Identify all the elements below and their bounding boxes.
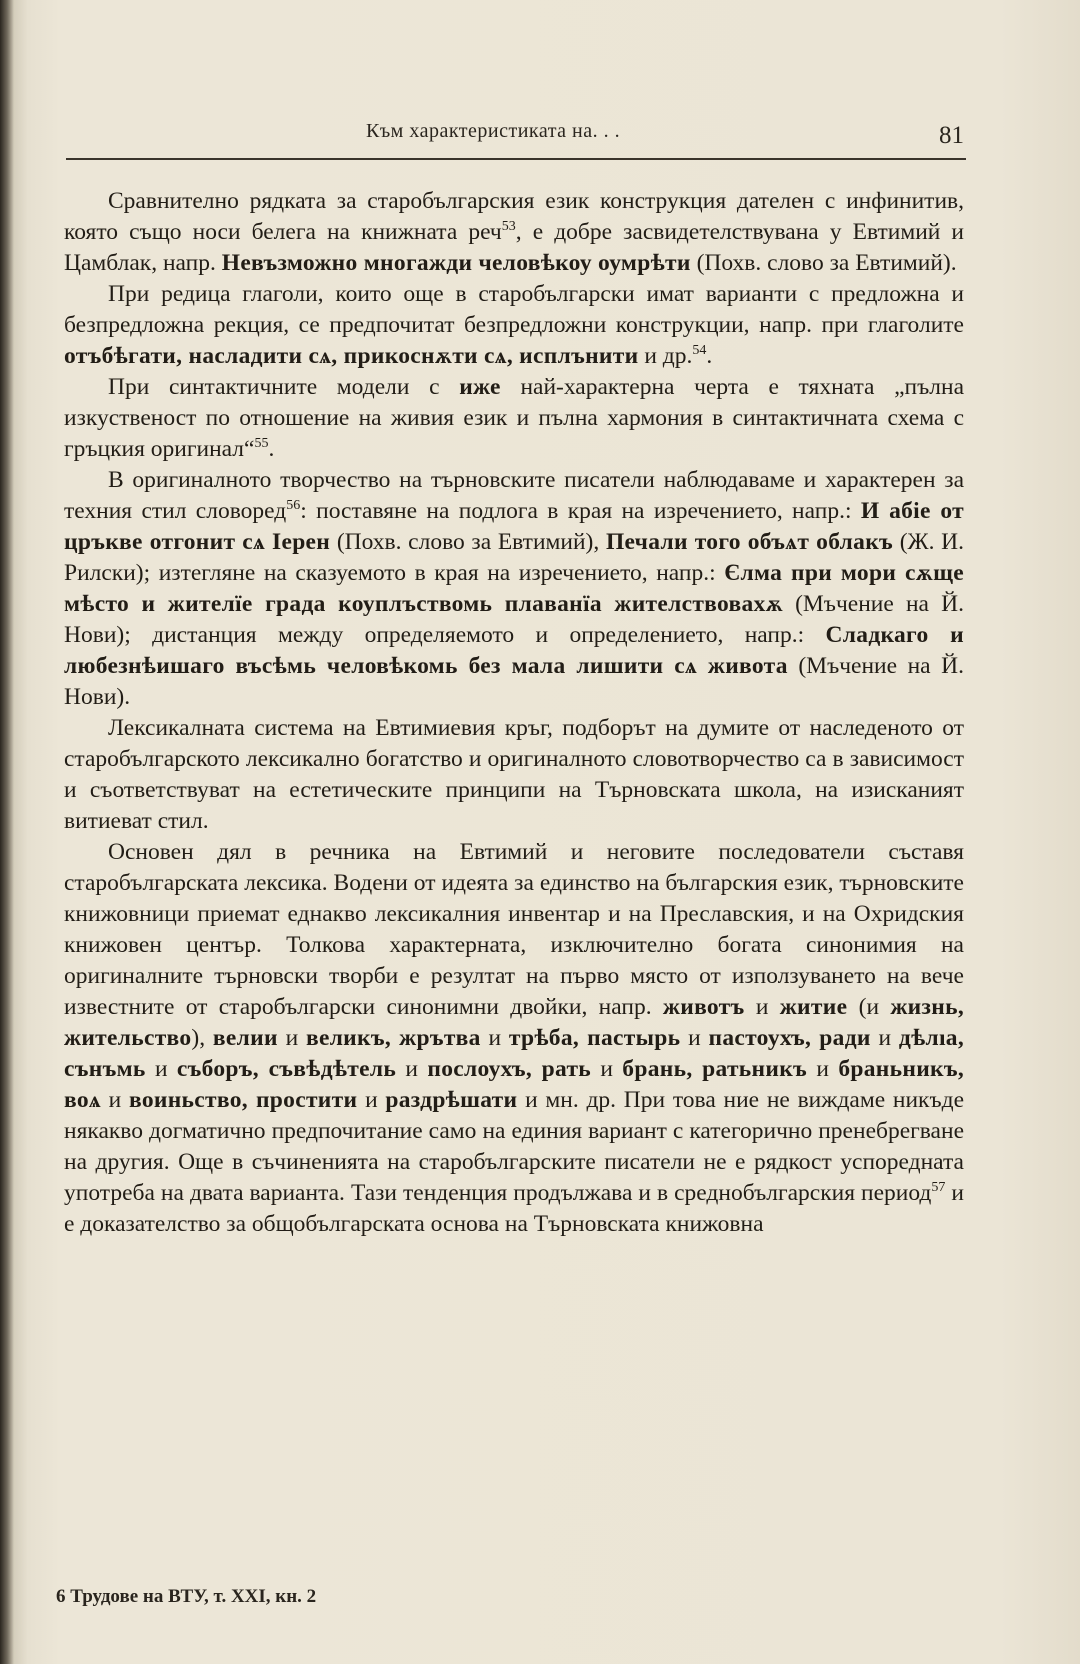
old-bulgarian-quote: трѣба, пастырь <box>508 1025 681 1051</box>
page-number: 81 <box>939 122 964 149</box>
text-run: и е доказателство за общобългарската основа на Търновската книжовна <box>64 1180 964 1237</box>
old-bulgarian-quote: И абіе от цръкве отгонит сѧ Іерен <box>64 498 964 555</box>
text-run: В оригиналното творчество на търновските писатели наблюдаваме и характерен за техния стил словоред <box>64 467 964 524</box>
text-run: (Ж. И. Рилски); изтегляне на сказуемото в края на изречението, напр.: <box>64 529 964 586</box>
old-bulgarian-quote: съборъ, съвѣдѣтель <box>176 1056 397 1082</box>
old-bulgarian-quote: отъбѣгати, насладити сѧ, прикоснѫти сѧ, исплънити <box>64 343 639 369</box>
old-bulgarian-quote: послоухъ, рать <box>427 1056 592 1082</box>
text-run: и <box>807 1056 839 1082</box>
old-bulgarian-quote: житие <box>779 994 848 1020</box>
paragraph <box>64 372 964 465</box>
text-run: . <box>268 436 275 462</box>
old-bulgarian-quote: брань, ратьникъ <box>622 1056 808 1082</box>
text-run: и мн. др. При това ние не виждаме никъде някакво догматично предпочитание само на единия вариант с категорично пренебрегване на другия. Още в съчиненията на старобългарските писатели не е рядкост успоредната употреба на двата варианта. Тази тенденция продължава и в среднобългарския период <box>64 1087 965 1206</box>
text-run: и <box>145 1056 177 1082</box>
text-run: и <box>100 1087 129 1113</box>
footnote-ref: 56 <box>286 498 301 514</box>
footnote-ref: 54 <box>692 343 707 359</box>
footnote-ref: 57 <box>931 1180 946 1196</box>
text-run: : поставяне на подлога в края на изречението, напр.: <box>300 498 861 524</box>
page-header <box>66 108 966 160</box>
text-run: При редица глаголи, които още в старобългарски имат варианти с предложна и безпредложна рекция, се предпочитат безпредложни конструкции, напр. при глаголите <box>64 281 964 338</box>
old-bulgarian-quote: браньникъ, воѧ <box>64 1056 965 1113</box>
old-bulgarian-quote: великъ, жрътва <box>305 1025 481 1051</box>
text-run: , е добре засвидетелствувана у Евтимий и Цамблак, напр. <box>64 219 964 276</box>
running-title: Към характеристиката на. . . <box>366 120 621 142</box>
text-run: (Мъчение на Й. Нови). <box>64 653 964 710</box>
old-bulgarian-quote: Печали того объѧт облакъ <box>605 529 894 555</box>
text-run: и др. <box>638 343 693 369</box>
text-run: При синтактичните модели с <box>108 374 460 400</box>
text-run: и <box>396 1056 428 1082</box>
text-run: и <box>680 1025 709 1051</box>
old-bulgarian-quote: велии <box>212 1025 278 1051</box>
text-run: и <box>277 1025 306 1051</box>
paragraph <box>64 279 964 372</box>
footnote-ref: 55 <box>254 436 269 452</box>
paragraph <box>64 837 964 1240</box>
text-run: Сравнително рядката за старобългарския език конструкция дателен с инфинитив, която също носи белега на книжната реч <box>64 188 964 245</box>
text-run: ), <box>191 1025 213 1051</box>
footnote-ref: 53 <box>501 219 516 235</box>
text-run: и <box>357 1087 386 1113</box>
old-bulgarian-quote: жизнь, жительство <box>64 994 965 1051</box>
footer-signature: 6 Трудове на ВТУ, т. XXI, кн. 2 <box>56 1586 317 1607</box>
text-run: и <box>744 994 780 1020</box>
book-spine-shadow <box>0 0 14 1664</box>
old-bulgarian-quote: пастоухъ, ради <box>708 1025 871 1051</box>
old-bulgarian-quote: Невъзможно многажди человѣкоу оумрѣти <box>221 250 691 276</box>
text-run: и <box>870 1025 899 1051</box>
old-bulgarian-quote: иже <box>459 374 501 400</box>
old-bulgarian-quote: дѣлıа, сънъмь <box>64 1025 965 1082</box>
text-run: . <box>706 343 713 369</box>
old-bulgarian-quote: животъ <box>662 994 745 1020</box>
old-bulgarian-quote: Сладкаго и любезнѣишаго въсѣмь человѣкомь без мала лишити сѧ живота <box>64 622 964 679</box>
paragraph <box>64 465 964 713</box>
text-run: (и <box>847 994 891 1020</box>
text-run: и <box>480 1025 509 1051</box>
text-run: (Похв. слово за Евтимий). <box>690 250 957 276</box>
text-run: Основен дял в речника на Евтимий и неговите последователи съставя старобългарската лексика. Водени от идеята за единство на българския език, търновските книжовници приемат еднакво лексикалния инвентар и на Преславския, и на Охридския книжовен център. Толкова характерната, изключително богата синонимия на оригиналните търновски творби е резултат на първо място от използуването на вече известните от старобългарски синонимни двойки, напр. <box>64 839 964 1020</box>
paragraph <box>64 713 964 837</box>
old-bulgarian-quote: раздрѣшати <box>385 1087 518 1113</box>
text-run: и <box>591 1056 623 1082</box>
body-text <box>64 186 964 1240</box>
paragraph <box>64 186 964 279</box>
text-run: (Похв. слово за Евтимий), <box>330 529 606 555</box>
text-run: най-характерна черта е тяхната „пълна изкуственост по отношение на живия език и пълна хармония в синтактичната схема с гръцкия оригинал“ <box>64 374 964 462</box>
text-run: Лексикалната система на Евтимиевия кръг, подборът на думите от наследеното от старобългарското лексикално богатство и оригиналното словотворчество са в зависимост и съответствуват на естетическите принципи на Търновската школа, на изисканият витиеват стил. <box>64 715 964 834</box>
text-run: (Мъчение на Й. Нови); дистанция между определяемото и определението, напр.: <box>64 591 964 648</box>
old-bulgarian-quote: воиньство, простити <box>129 1087 358 1113</box>
old-bulgarian-quote: Єлма при мори сѫще мѣсто и жителїе града коуплъствомь плаванїа жителствовахѫ <box>64 560 964 617</box>
